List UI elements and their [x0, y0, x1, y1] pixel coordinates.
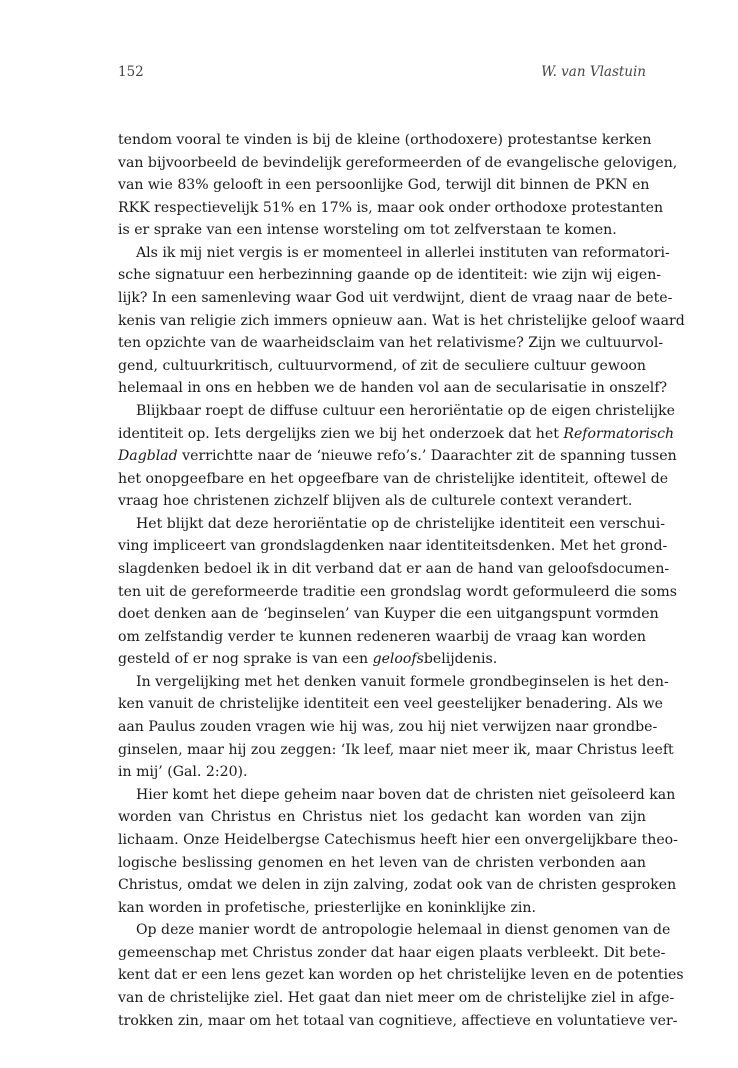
text-line: [118, 784, 676, 807]
paragraph: [118, 784, 678, 919]
text-line: [118, 490, 646, 513]
text-line: [118, 829, 678, 852]
text-span: verrichtte naar de ‘nieuwe refo’s.’ Daarachter zit de spanning tussen: [177, 448, 677, 465]
text-line: [118, 874, 677, 897]
text-line: [118, 852, 646, 875]
text-line: [118, 423, 675, 446]
text-line: [118, 310, 685, 333]
text-line: [118, 264, 662, 287]
text-line: [118, 739, 674, 762]
text-span: Op deze manier wordt de antropologie helemaal in dienst genomen van de: [136, 922, 671, 939]
text-line: [118, 761, 646, 784]
text-span: Als ik mij niet vergis is er momenteel in allerlei instituten van reformatori-: [136, 244, 670, 261]
text-span: worden van Christus en Christus niet los gedacht kan worden van zijn: [118, 809, 646, 826]
text-span: RKK respectievelijk 51% en 17% is, maar ook onder orthodoxe protestanten: [118, 199, 664, 216]
text-span: Hier komt het diepe geheim naar boven dat de christen niet geïsoleerd kan: [136, 786, 676, 803]
text-span: gend, cultuurkritisch, cultuurvormend, of zit de seculiere cultuur gewoon: [118, 357, 646, 374]
text-line: [118, 468, 669, 491]
text-line: [118, 535, 668, 558]
text-span: is er sprake van een intense worsteling om tot zelfverstaan te komen.: [118, 222, 617, 239]
text-span: het onopgeefbare en het opgeefbare van de christelijke identiteit, oftewel de: [118, 470, 669, 487]
text-span: om zelfstandig verder te kunnen redeneren waarbij de vraag kan worden: [118, 628, 646, 645]
text-line: [118, 581, 677, 604]
text-line: [118, 716, 658, 739]
text-span: Christus, omdat we delen in zijn zalving, zodat ook van de christen gesproken: [118, 877, 677, 894]
text-line: [118, 355, 646, 378]
text-line: [118, 942, 666, 965]
text-line: [118, 219, 646, 242]
running-author: W. van Vlastuin: [541, 64, 646, 80]
text-span: kenis van religie zich immers opnieuw aan. Wat is het christelijke geloof waard: [118, 312, 685, 329]
text-line: [118, 129, 652, 152]
text-span: Blijkbaar roept de diffuse cultuur een heroriëntatie op de eigen christelijke: [136, 402, 675, 419]
text-span: Het blijkt dat deze heroriëntatie op de christelijke identiteit een verschui-: [136, 515, 666, 532]
text-span: lichaam. Onze Heidelbergse Catechismus heeft hier een onvergelijkbare theo-: [118, 831, 678, 848]
text-span: doet denken aan de ‘beginselen’ van Kuyper die een uitgangspunt vormden: [118, 606, 659, 623]
text-line: [118, 1010, 678, 1033]
text-span: trokken zin, maar om het totaal van cognitieve, affectieve en voluntatieve ver-: [118, 1012, 678, 1029]
text-span: van bijvoorbeeld de bevindelijk gereformeerden of de evangelische gelovigen,: [118, 154, 678, 171]
text-line: [118, 558, 670, 581]
text-span: logische beslissing genomen en het leven van de christen verbonden aan: [118, 854, 646, 871]
text-line: [118, 400, 675, 423]
paragraph: [118, 513, 677, 671]
text-line: [118, 987, 675, 1010]
text-span: sche signatuur een herbezinning gaande op de identiteit: wie zijn wij eigen-: [118, 267, 662, 284]
text-span: van wie 83% gelooft in een persoonlijke God, terwijl dit binnen de PKN en: [118, 177, 650, 194]
text-line: [118, 332, 664, 355]
text-span: kan worden in profetische, priesterlijke en koninklijke zin.: [118, 899, 536, 916]
text-span: In vergelijking met het denken vanuit formele grondbeginselen is het den-: [136, 673, 669, 690]
text-line: [118, 174, 650, 197]
text-span: lijk? In een samenleving waar God uit verdwijnt, dient de vraag naar de bete-: [118, 290, 673, 307]
text-span: van de christelijke ziel. Het gaat dan niet meer om de christelijke ziel in afge-: [118, 989, 675, 1006]
text-span: helemaal in ons en hebben we de handen vol aan de secularisatie in onszelf?: [118, 380, 668, 397]
text-span: ving impliceert van grondslagdenken naar identiteitsdenken. Met het grond-: [118, 538, 668, 555]
body-text: [118, 129, 685, 1032]
paragraph: [118, 671, 674, 784]
paragraph: [118, 242, 685, 400]
text-line: [118, 242, 670, 265]
text-span: in mij’ (Gal. 2:20).: [118, 764, 248, 781]
text-span: identiteit op. Iets dergelijks zien we bij het onderzoek dat het: [118, 425, 564, 442]
italic-text: Dagblad: [118, 448, 178, 465]
text-span: gesteld of er nog sprake is van een: [118, 651, 373, 668]
text-line: [118, 964, 684, 987]
text-line: [118, 197, 664, 220]
italic-text: geloofs: [372, 651, 424, 668]
text-line: [118, 648, 646, 671]
text-line: [118, 445, 677, 468]
text-line: [118, 287, 673, 310]
paragraph: [118, 400, 677, 513]
running-header: [118, 64, 646, 84]
text-span: tendom vooral te vinden is bij de kleine (orthodoxere) protestantse kerken: [118, 132, 652, 148]
text-line: [118, 377, 668, 400]
page-number: 152: [118, 64, 144, 80]
text-span: ten opzichte van de waarheidsclaim van het relativisme? Zijn we cultuurvol-: [118, 335, 664, 352]
text-span: ten uit de gereformeerde traditie een grondslag wordt geformuleerd die soms: [118, 583, 677, 600]
text-line: [118, 152, 678, 175]
text-span: belijdenis.: [423, 651, 498, 668]
text-line: [118, 897, 646, 920]
text-line: [118, 806, 646, 829]
text-span: gemeenschap met Christus zonder dat haar eigen plaats verbleekt. Dit bete-: [118, 944, 666, 961]
text-span: kent dat er een lens gezet kan worden op het christelijke leven en de potenties: [118, 967, 684, 984]
paragraph: [118, 919, 684, 1032]
text-span: ken vanuit de christelijke identiteit een veel geestelijker benadering. Als we: [118, 696, 664, 713]
paragraph: [118, 129, 678, 242]
text-span: slagdenken bedoel ik in dit verband dat er aan de hand van geloofsdocumen-: [118, 560, 670, 577]
text-line: [118, 693, 664, 716]
text-line: [118, 671, 669, 694]
text-span: vraag hoe christenen zichzelf blijven als de culturele context verandert.: [118, 493, 633, 510]
text-line: [118, 603, 659, 626]
text-line: [118, 626, 646, 649]
text-line: [118, 919, 671, 942]
text-span: aan Paulus zouden vragen wie hij was, zou hij niet verwijzen naar grondbe-: [118, 719, 658, 736]
italic-text: Reformatorisch: [563, 425, 675, 442]
text-line: [118, 513, 666, 536]
text-span: ginselen, maar hij zou zeggen: ‘Ik leef, maar niet meer ik, maar Christus leeft: [118, 741, 674, 758]
